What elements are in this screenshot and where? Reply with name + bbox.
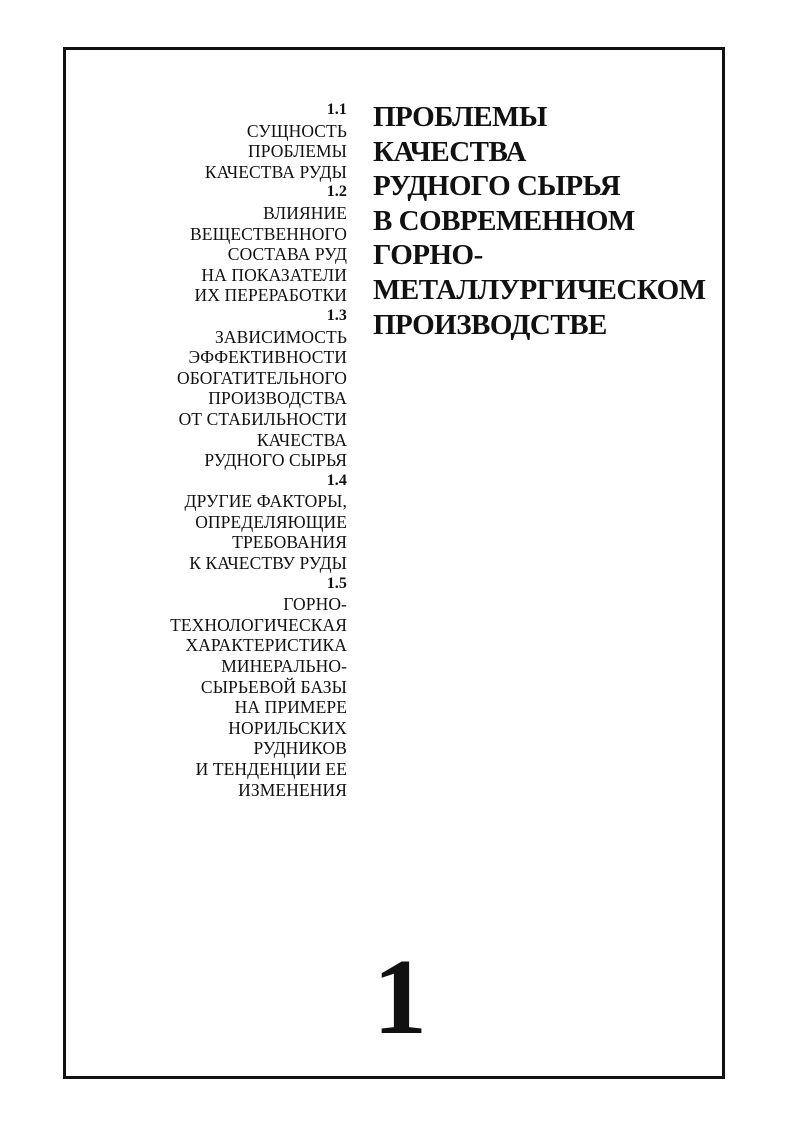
toc-section-1-4	[100, 471, 347, 574]
toc-section-title-line: НА ПОКАЗАТЕЛИ	[201, 264, 347, 285]
toc-section-number: 1.1	[326, 101, 347, 118]
toc-section-title-line: НА ПРИМЕРЕ	[234, 697, 347, 718]
toc-section-title-line: ПРОИЗВОДСТВА	[208, 388, 347, 409]
chapter-title-line: В СОВРЕМЕННОМ	[373, 204, 635, 237]
toc-section-1-2	[100, 182, 347, 306]
toc-section-title-line: ХАРАКТЕРИСТИКА	[185, 635, 347, 656]
toc-section-title-line: ВЛИЯНИЕ	[263, 202, 347, 223]
toc-section-title-line: ЭФФЕКТИВНОСТИ	[188, 347, 347, 368]
chapter-title-line: МЕТАЛЛУРГИЧЕСКОМ	[373, 273, 706, 306]
toc-section-number: 1.3	[326, 306, 347, 324]
chapter-title-line: РУДНОГО СЫРЬЯ	[373, 170, 621, 203]
chapter-title-line: КАЧЕСТВА	[373, 135, 526, 168]
toc-section-title-line: НОРИЛЬСКИХ	[228, 717, 347, 738]
chapter-title-line: ГОРНО-	[373, 239, 483, 272]
toc-section-title-line: ОПРЕДЕЛЯЮЩИЕ	[195, 511, 347, 532]
toc-section-number: 1.2	[326, 183, 347, 201]
toc-section-title-line: К КАЧЕСТВУ РУДЫ	[189, 553, 347, 574]
toc-section-title-line: ОТ СТАБИЛЬНОСТИ	[178, 408, 347, 429]
toc-section-title-line: И ТЕНДЕНЦИИ ЕЕ	[195, 759, 347, 779]
toc-section-number: 1.5	[326, 574, 347, 592]
toc-section-1-1	[100, 100, 347, 182]
toc-section-1-3	[100, 306, 347, 471]
toc-section-title-line: РУДНИКОВ	[253, 738, 347, 759]
chapter-title	[373, 100, 713, 342]
toc-section-title-line: ЗАВИСИМОСТЬ	[215, 326, 347, 347]
toc-section-title-line: ОБОГАТИТЕЛЬНОГО	[176, 367, 347, 388]
toc-section-number: 1.4	[326, 471, 347, 489]
toc-section-title-line: ПРОБЛЕМЫ	[247, 141, 347, 162]
toc-section-title-line: ДРУГИЕ ФАКТОРЫ,	[184, 491, 347, 512]
toc-section-title-line: ИХ ПЕРЕРАБОТКИ	[194, 285, 347, 306]
toc-section-title-line: ГОРНО-	[283, 594, 347, 615]
toc-section-title-line: СУЩНОСТЬ	[246, 120, 347, 141]
toc-section-title-line: СОСТАВА РУД	[227, 244, 347, 265]
toc-section-1-5	[100, 574, 347, 801]
toc-section-title-line: КАЧЕСТВА	[256, 429, 347, 450]
chapter-number: 1	[373, 938, 427, 1057]
toc-section-title-line: ВЕЩЕСТВЕННОГО	[190, 223, 347, 244]
toc-section-title-line: РУДНОГО СЫРЬЯ	[204, 450, 347, 471]
toc-section-title-line: ТЕХНОЛОГИЧЕСКАЯ	[170, 614, 347, 635]
chapter-title-line: ПРОИЗВОДСТВЕ	[373, 308, 607, 341]
toc-section-title-line: МИНЕРАЛЬНО-	[221, 656, 347, 677]
toc-section-title-line: КАЧЕСТВА РУДЫ	[204, 161, 347, 182]
toc-section-title-line: ИЗМЕНЕНИЯ	[238, 779, 347, 800]
toc-section-title-line: СЫРЬЕВОЙ БАЗЫ	[200, 676, 347, 697]
table-of-contents	[100, 100, 347, 800]
toc-section-title-line: ТРЕБОВАНИЯ	[232, 532, 347, 553]
chapter-title-line: ПРОБЛЕМЫ	[373, 101, 547, 133]
